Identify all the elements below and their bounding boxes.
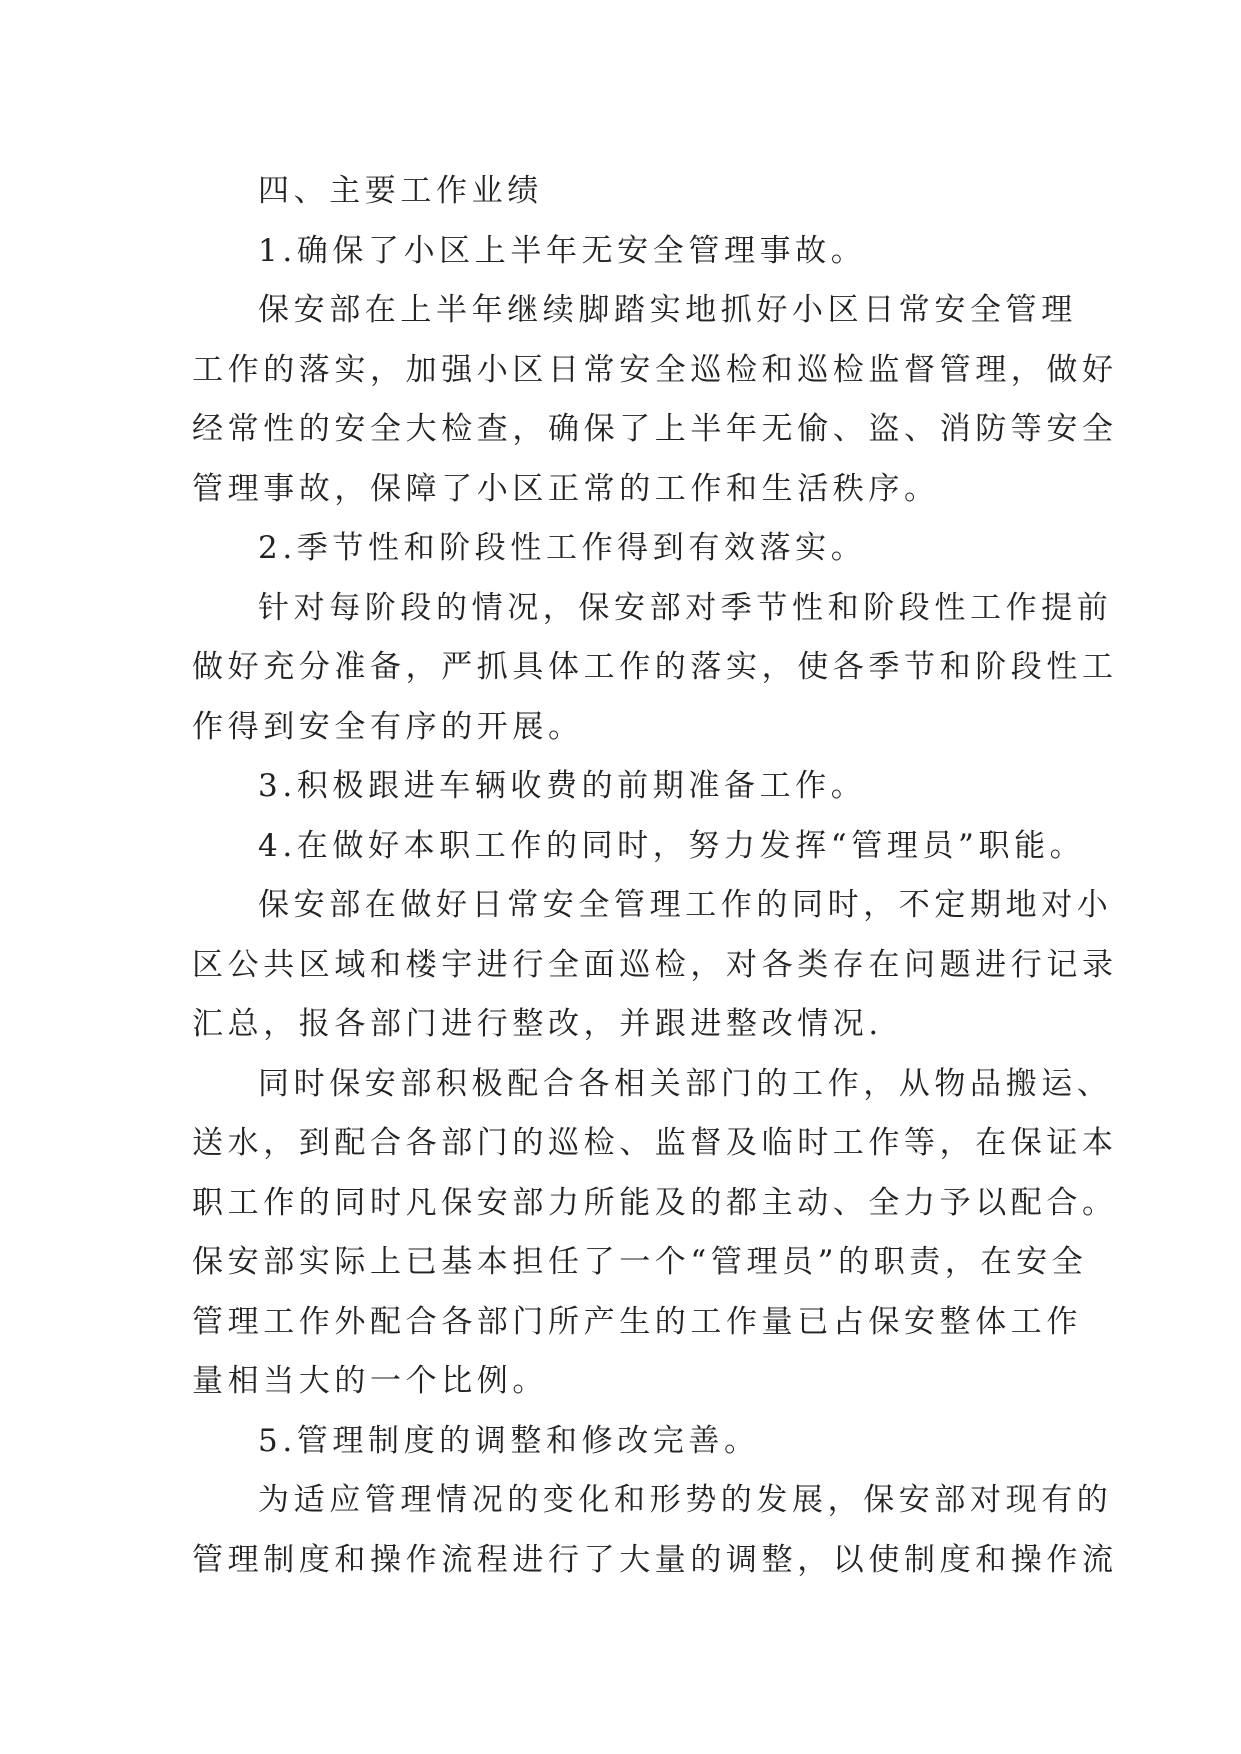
item-heading-5: 5.管理制度的调整和修改完善。: [258, 1422, 760, 1459]
paragraph-line: 管理制度和操作流程进行了大量的调整，以使制度和操作流: [192, 1541, 1118, 1578]
section-heading: 四、主要工作业绩: [258, 173, 543, 209]
paragraph-line: 送水，到配合各部门的巡检、监督及临时工作等，在保证本: [192, 1125, 1118, 1161]
paragraph-line: 同时保安部积极配合各相关部门的工作，从物品搬运、: [258, 1065, 1113, 1102]
paragraph-line: 汇总，报各部门进行整改，并跟进整改情况.: [192, 1006, 883, 1042]
paragraph-line: 工作的落实，加强小区日常安全巡检和巡检监督管理，做好: [192, 351, 1118, 388]
paragraph-line: 区公共区域和楼宇进行全面巡检，对各类存在问题进行记录: [192, 946, 1118, 983]
paragraph-line: 管理工作外配合各部门所产生的工作量已占保安整体工作: [192, 1303, 1082, 1340]
item-heading-3: 3.积极跟进车辆收费的前期准备工作。: [258, 768, 867, 804]
item-heading-1: 1.确保了小区上半年无安全管理事故。: [258, 232, 867, 269]
paragraph-line: 针对每阶段的情况，保安部对季节性和阶段性工作提前: [258, 589, 1113, 626]
paragraph-line: 做好充分准备，严抓具体工作的落实，使各季节和阶段性工: [192, 649, 1118, 685]
paragraph-line: 为适应管理情况的变化和形势的发展，保安部对现有的: [258, 1482, 1113, 1518]
paragraph-line: 保安部在做好日常安全管理工作的同时，不定期地对小: [258, 887, 1113, 923]
paragraph-line: 量相当大的一个比例。: [192, 1363, 548, 1399]
paragraph-line: 经常性的安全大检查，确保了上半年无偷、盗、消防等安全: [192, 411, 1118, 447]
paragraph-line: 作得到安全有序的开展。: [192, 708, 584, 745]
item-heading-4: 4.在做好本职工作的同时，努力发挥“管理员”职能。: [258, 827, 1086, 864]
paragraph-line: 保安部实际上已基本担任了一个“管理员”的职责，在安全: [192, 1244, 1088, 1280]
document-body: [192, 162, 1118, 1590]
paragraph-line: 保安部在上半年继续脚踏实地抓好小区日常安全管理: [258, 292, 1077, 328]
item-heading-2: 2.季节性和阶段性工作得到有效落实。: [258, 530, 867, 566]
paragraph-line: 管理事故，保障了小区正常的工作和生活秩序。: [192, 470, 940, 507]
paragraph-line: 职工作的同时凡保安部力所能及的都主动、全力予以配合。: [192, 1184, 1118, 1221]
